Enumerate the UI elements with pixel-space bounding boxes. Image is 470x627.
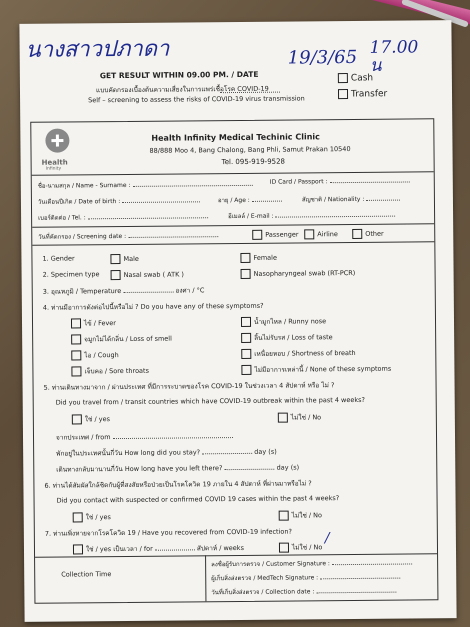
q1-label: 1. Gender	[42, 254, 75, 263]
q7-yes[interactable]: ใช่ / yes เป็นเวลา / for สัปดาห์ / weeks	[73, 543, 244, 554]
passenger-option[interactable]: Passenger	[252, 229, 298, 239]
name-field[interactable]: ชื่อ-นามสกุล / Name - Surname :	[38, 179, 253, 191]
cough-option[interactable]: ไอ / Cough	[71, 350, 118, 360]
female-option[interactable]: Female	[240, 253, 277, 263]
screening-date-field[interactable]: วันที่คัดกรอง / Screening date :	[38, 230, 218, 242]
smell-option[interactable]: จมูกไม่ได้กลิ่น / Loss of smell	[71, 334, 172, 345]
clinic-name: Health Infinity Medical Techinic Clinic	[151, 132, 320, 143]
form-frame	[30, 118, 438, 604]
tel-field[interactable]: เบอร์ติดต่อ / Tel. :	[38, 211, 208, 222]
q6-no[interactable]: ไม่ใช่ / No	[279, 510, 322, 520]
customer-signature-field[interactable]: ลงชื่อผู้รับการตรวจ / Customer Signature :	[211, 557, 412, 569]
q5-english: Did you travel from / transit countries which have COVID-19 outbreak within the past 4 weeks?	[55, 395, 365, 407]
cash-option[interactable]: Cash	[338, 73, 373, 84]
handwritten-mark: /	[324, 530, 330, 547]
age-field[interactable]: อายุ / Age :	[218, 195, 282, 206]
screening-form	[19, 20, 456, 622]
clinic-logo-icon	[41, 126, 73, 158]
male-option[interactable]: Male	[110, 254, 138, 264]
idcard-field[interactable]: ID Card / Passport :	[270, 177, 410, 185]
runny-option[interactable]: น้ำมูกไหล / Runny nose	[241, 316, 326, 327]
q4-label: 4. ท่านมีอาการดังต่อไปนี้หรือไม่ ? Do you have any of these symptoms?	[42, 301, 264, 312]
clinic-tel: Tel. 095-919-9528	[221, 157, 286, 167]
q5-no[interactable]: ไม่ใช่ / No	[278, 412, 321, 422]
q5-label: 5. ท่านเดินทางมาจาก / ผ่านประเทศ ที่มีการระบาดของโรค COVID-19 ในช่วงเวลา 4 สัปดาห์ หรือ ไม่ ?	[43, 381, 335, 392]
nationality-field[interactable]: สัญชาติ / Nationality :	[302, 194, 400, 205]
temperature-field[interactable]: 3. อุณหภูมิ / Temperature องศา / °C	[42, 286, 205, 296]
handwritten-name: นางสาวปภาดา	[25, 36, 170, 63]
taste-option[interactable]: ลิ้นไม่รับรส / Loss of taste	[241, 332, 333, 343]
get-result-label: GET RESULT WITHIN 09.00 PM. / DATE	[99, 69, 259, 81]
throat-option[interactable]: เจ็บคอ / Sore throats	[71, 366, 149, 377]
logo-text: Health	[41, 158, 68, 167]
stay-days-field[interactable]: พักอยู่ในประเทศนั้นกี่วัน How long did you stay? day (s)	[56, 447, 277, 458]
q7-label: 7. ท่านเพิ่งหายจากโรคโควิด 19 / Have you recovered from COVID-19 infection?	[44, 527, 292, 538]
q5-yes[interactable]: ใช่ / yes	[72, 414, 110, 424]
logo-subtext: Infinity	[45, 166, 62, 172]
q6-label: 6. ท่านได้สัมผัสใกล้ชิดกับผู้ที่สงสัยหรือป่วยเป็นโรคโควิด 19 ภายใน 4 สัปดาห์ ที่ผ่านมาหรือไม่ ?	[44, 479, 312, 490]
english-title: Self – screening to assess the risks of COVID-19 virus transmission	[88, 94, 305, 105]
collection-time-label: Collection Time	[61, 570, 112, 579]
clinic-address: 88/888 Moo 4, Bang Chalong, Bang Phli, Samut Prakan 10540	[149, 145, 351, 155]
transfer-option[interactable]: Transfer	[338, 89, 387, 100]
dob-field[interactable]: วันเดือนปีเกิด / Date of birth :	[38, 195, 200, 206]
nasal-option[interactable]: Nasal swab ( ATK )	[111, 269, 184, 280]
q6-english: Did you contact with suspected or confirmed COVID 19 cases within the past 4 weeks?	[56, 494, 340, 505]
medtech-signature-field[interactable]: ผู้เก็บสิ่งส่งตรวจ / MedTech Signature :	[211, 572, 400, 584]
collection-date-field[interactable]: วันที่เก็บสิ่งส่งตรวจ / Collection date :	[211, 586, 396, 598]
none-option[interactable]: ไม่มีอาการเหล่านี้ / None of these symptoms	[241, 364, 391, 375]
fever-option[interactable]: ไข้ / Fever	[71, 318, 116, 328]
other-option[interactable]: Other	[352, 229, 384, 239]
naso-option[interactable]: Nasopharyngeal swab (RT-PCR)	[241, 268, 356, 279]
left-days-field[interactable]: เดินทางกลับมานานกี่วัน How long have you left there? day (s)	[56, 463, 300, 474]
thai-title: แบบคัดกรองเบื้องต้นความเสี่ยงในการแพร่เชื้อโรค COVID-19	[95, 84, 269, 95]
from-country-field[interactable]: จากประเทศ / from	[56, 431, 233, 443]
handwritten-date: 19/3/65	[287, 46, 358, 69]
q2-label: 2. Specimen type	[42, 270, 100, 279]
q6-yes[interactable]: ใช่ / yes	[73, 512, 111, 522]
email-field[interactable]: อีเมลล์ / E-mail :	[228, 210, 396, 221]
airline-option[interactable]: Airline	[304, 229, 338, 239]
q7-no[interactable]: ไม่ใช่ / No	[279, 542, 322, 552]
breath-option[interactable]: เหนื่อยหอบ / Shortness of breath	[241, 348, 355, 359]
handwritten-time: 17.00 น	[369, 37, 419, 76]
